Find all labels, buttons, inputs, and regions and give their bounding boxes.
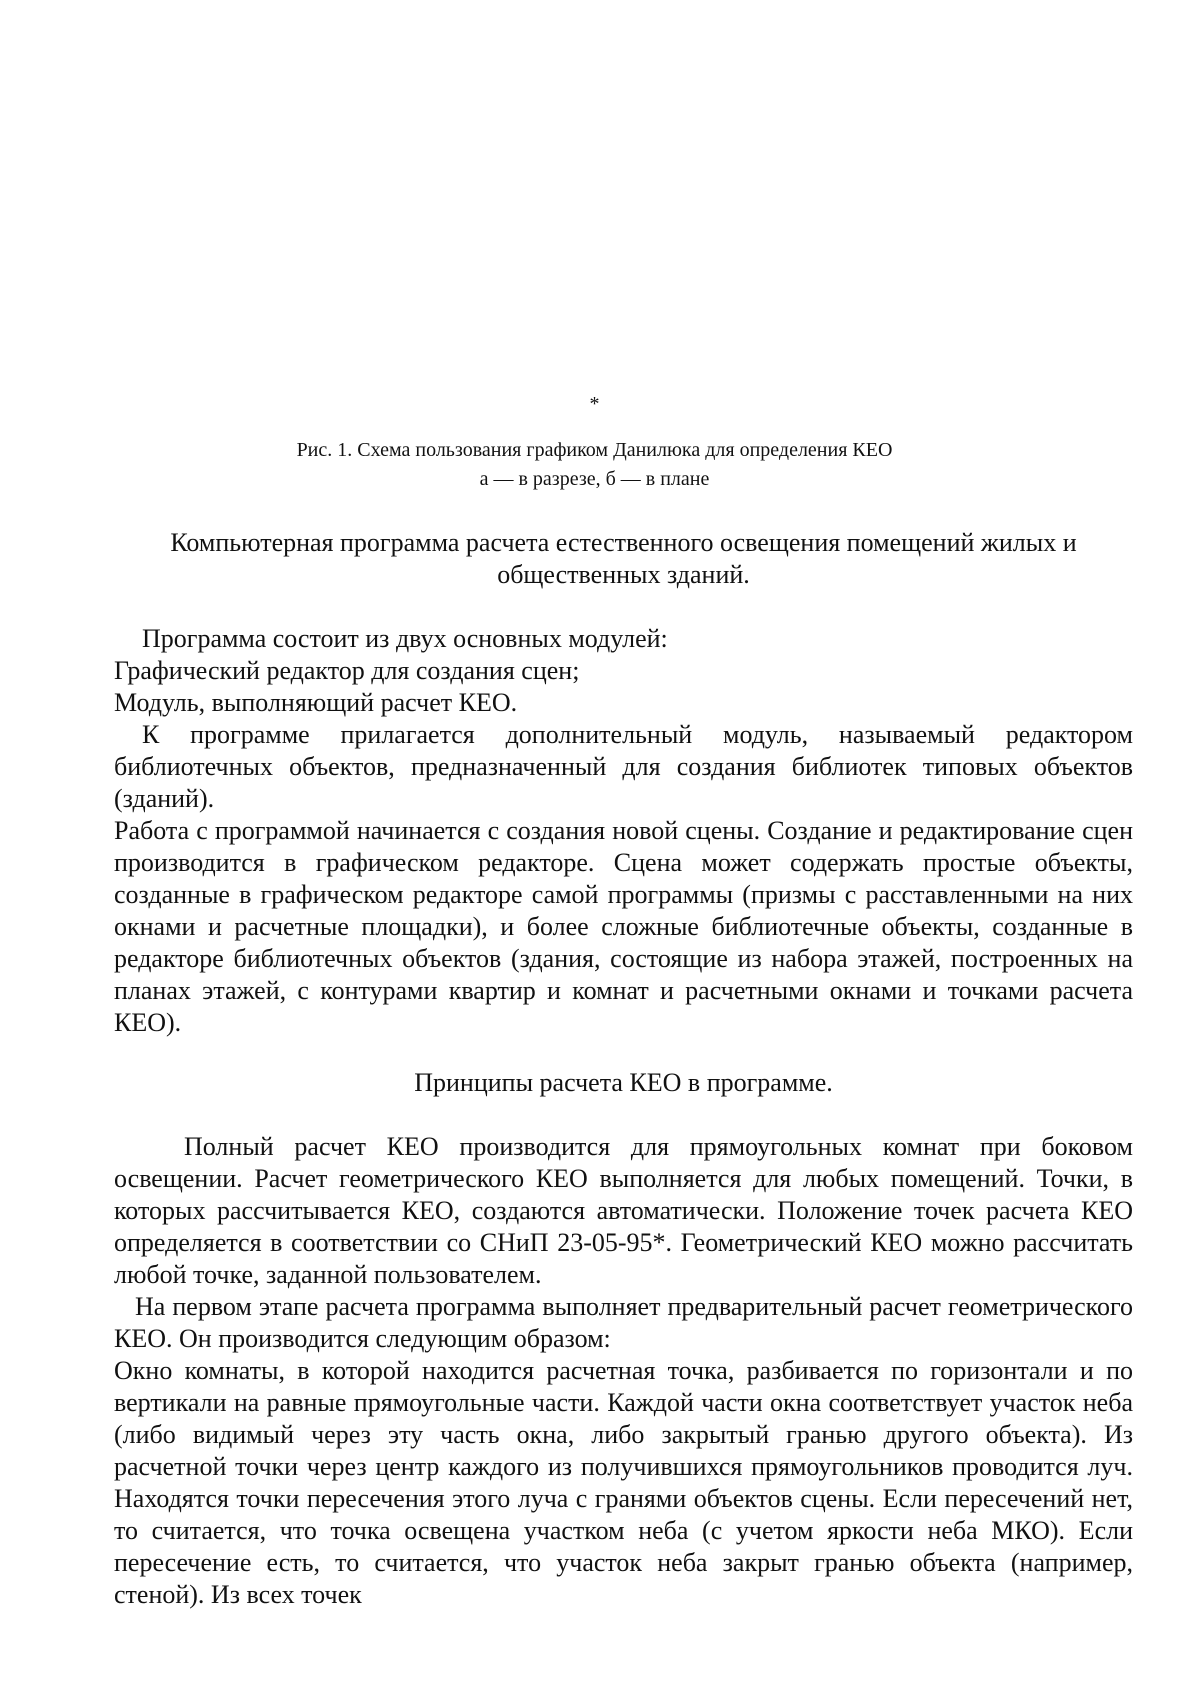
figure-caption: [0, 436, 1189, 494]
figure-caption-line-2: а — в разрезе, б — в плане: [479, 468, 710, 490]
figure-caption-line-1: Рис. 1. Схема пользования графиком Данилюка для определения КЕО: [296, 439, 893, 461]
paragraph: Модуль, выполняющий расчет КЕО.: [114, 688, 518, 717]
section-title-principles: Принципы расчета КЕО в программе.: [414, 1068, 833, 1097]
paragraph: Полный расчет КЕО производится для прямоугольных комнат при боковом освещении. Расчет геометрического КЕО выполняется для любых помещений. Точки, в которых рассчитывается КЕО, создаются автоматически. Положение точек расчета КЕО определяется в соответствии со СНиП 23-05-95*. Геометрический КЕО можно рассчитать любой точке, заданной пользователем.: [114, 1132, 1133, 1289]
section-body-principles: [114, 1131, 1133, 1611]
paragraph: Программа состоит из двух основных модулей:: [142, 624, 668, 653]
paragraph: Окно комнаты, в которой находится расчетная точка, разбивается по горизонтали и по вертикали на равные прямоугольные части. Каждой части окна соответствует участок неба (либо видимый через эту часть окна, либо закрытый гранью другого объекта). Из расчетной точки через центр каждого из получившихся прямоугольников проводится луч. Находятся точки пересечения этого луча с гранями объектов сцены. Если пересечений нет, то считается, что точка освещена участком неба (с учетом яркости неба МКО). Если пересечение есть, то считается, что участок неба закрыт гранью объекта (например, стеной). Из всех точек: [114, 1356, 1133, 1609]
marker-asterisk: *: [589, 393, 600, 415]
section-body-program: [114, 623, 1133, 1039]
paragraph: Работа с программой начинается с создания новой сцены. Создание и редактирование сцен производится в графическом редакторе. Сцена может содержать простые объекты, созданные в графическом редакторе самой программы (призмы с расставленными на них окнами и расчетные площадки), и более сложные библиотечные объекты, созданные в редакторе библиотечных объектов (здания, состоящие из набора этажей, построенных на планах этажей, с контурами квартир и комнат и расчетными окнами и точками расчета КЕО).: [114, 816, 1133, 1037]
paragraph: Графический редактор для создания сцен;: [114, 656, 580, 685]
paragraph: К программе прилагается дополнительный модуль, называемый редактором библиотечных объектов, предназначенный для создания библиотек типовых объектов (зданий).: [114, 720, 1133, 813]
section-title-program: Компьютерная программа расчета естественного освещения помещений жилых и общественных зданий.: [170, 528, 1077, 589]
paragraph: На первом этапе расчета программа выполняет предварительный расчет геометрического КЕО. Он производится следующим образом:: [114, 1292, 1133, 1353]
